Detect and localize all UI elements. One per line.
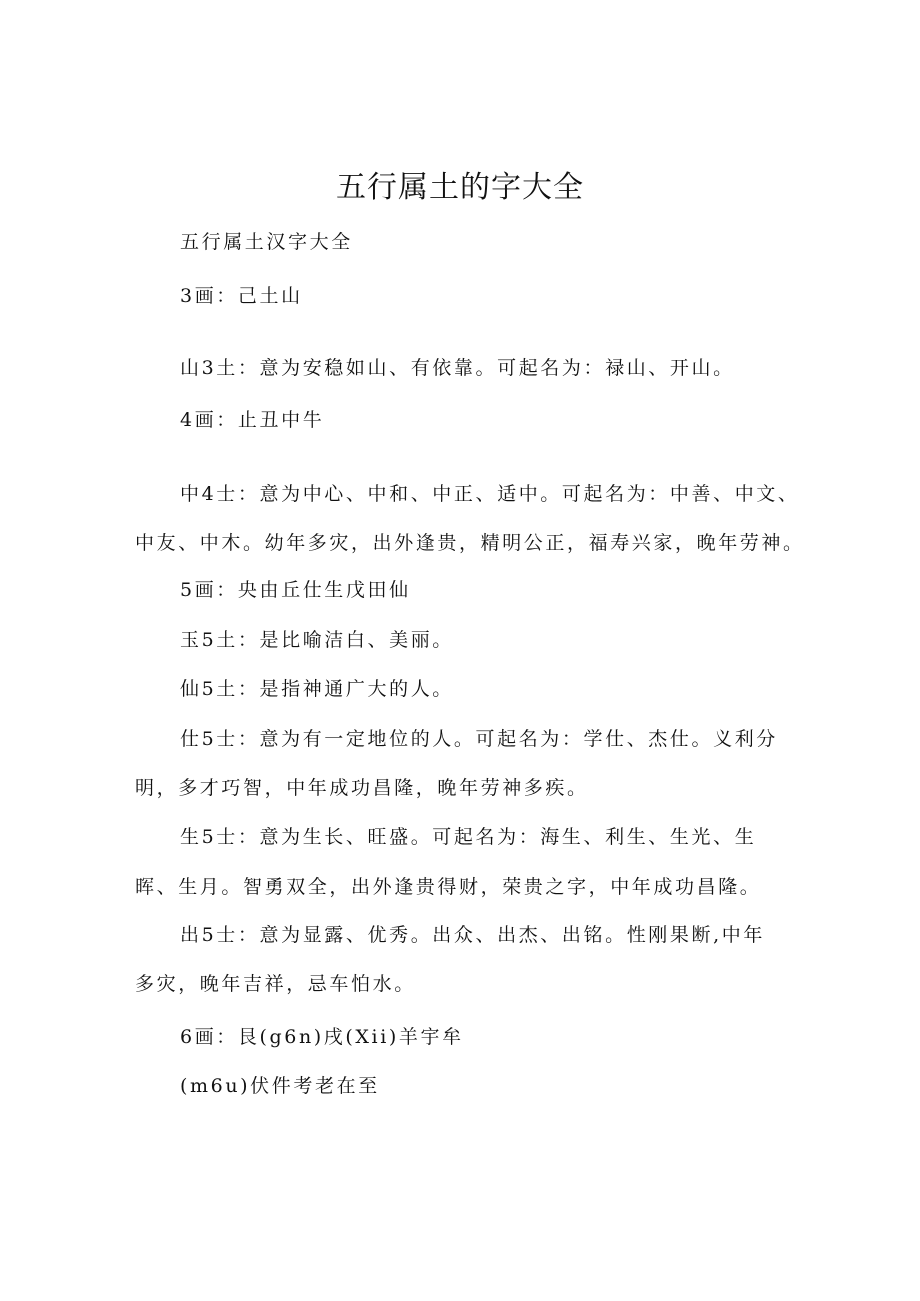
stroke-group-4: 4画：止丑中牛 (180, 409, 325, 431)
stroke-group-3: 3画：己土山 (180, 285, 303, 307)
char-entry-chu: 出5士：意为显露、优秀。出众、出杰、出铭。性刚果断,中年 (180, 924, 765, 946)
char-entry-shi-cont: 明，多才巧智，中年成功昌隆，晚年劳神多疾。 (135, 777, 589, 799)
stroke-group-6: 6画：艮(g6n)戌(Xii)羊宇牟 (180, 1026, 464, 1048)
char-entry-shan: 山3土：意为安稳如山、有依靠。可起名为：禄山、开山。 (180, 357, 735, 379)
char-entry-shi: 仕5士：意为有一定地位的人。可起名为：学仕、杰仕。义利分 (180, 728, 778, 750)
char-entry-sheng: 生5士：意为生长、旺盛。可起名为：海生、利生、生光、生 (180, 826, 757, 848)
char-entry-zhong-cont: 中友、中木。幼年多灾，出外逢贵，精明公正，福寿兴家，晚年劳神。 (135, 532, 805, 554)
char-entry-sheng-cont: 晖、生月。智勇双全，出外逢贵得财，荣贵之字，中年成功昌隆。 (135, 876, 762, 898)
char-entry-zhong: 中4士：意为中心、中和、中正、适中。可起名为：中善、中文、 (180, 483, 800, 505)
char-entry-yu: 玉5土：是比喻洁白、美丽。 (180, 629, 454, 651)
char-entry-chu-cont: 多灾，晚年吉祥，忌车怕水。 (135, 973, 416, 995)
stroke-group-5: 5画：央由丘仕生戊田仙 (180, 579, 411, 601)
document-title: 五行属土的字大全 (336, 170, 584, 205)
section-heading: 五行属土汉字大全 (180, 231, 353, 253)
stroke-group-6-cont: (m6u)伏件考老在至 (180, 1075, 380, 1097)
char-entry-xian: 仙5土：是指神通广大的人。 (180, 678, 454, 700)
